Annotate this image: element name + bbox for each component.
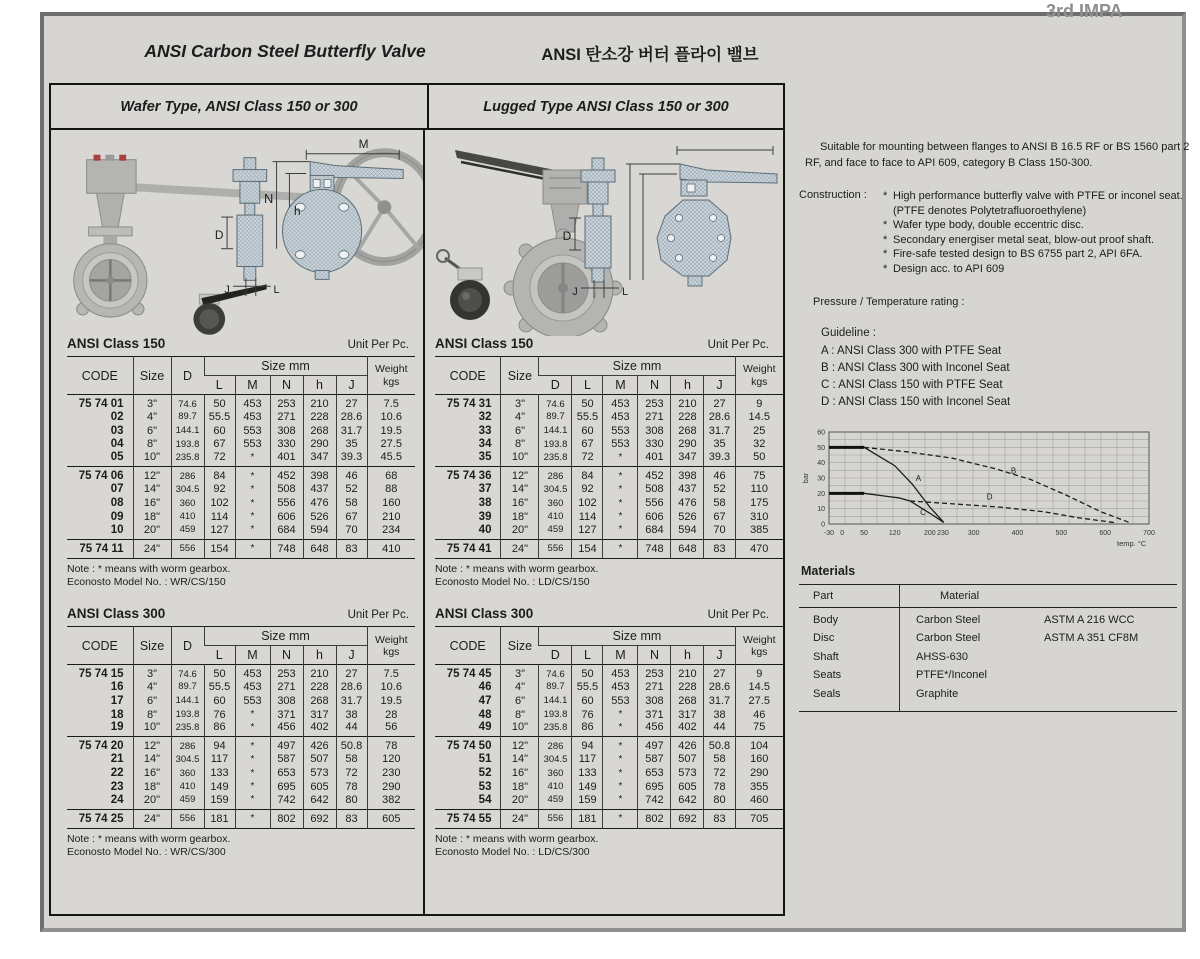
table-row: 19 10" 235.8 86 * 456 402 44 56 [67, 721, 415, 737]
type-header-row [51, 85, 783, 130]
table-row: 08 16" 360 102 * 556 476 58 160 [67, 496, 415, 510]
table-row: 33 6" 144.1 60 553 308 268 31.7 25 [435, 424, 783, 438]
table-row: 35 10" 235.8 72 * 401 347 39.3 50 [435, 451, 783, 467]
table-notes: Note : * means with worm gearbox. Econosto Model No. : WR/CS/150 [67, 562, 231, 589]
table-row: 23 18" 410 149 * 695 605 78 290 [67, 780, 415, 794]
table-row: 22 16" 360 133 * 653 573 72 230 [67, 766, 415, 780]
table-row: 75 74 01 3" 74.6 50 453 253 210 27 7.5 [67, 395, 415, 411]
svg-text:0: 0 [840, 529, 845, 537]
page-title-english: ANSI Carbon Steel Butterfly Valve [144, 41, 426, 61]
impa-edition-label: 3rd IMPA [1046, 1, 1123, 21]
table-row: 75 74 31 3" 74.6 50 453 253 210 27 9 [435, 395, 783, 411]
wafer-class150-table [51, 356, 423, 559]
table-row: 75 74 15 3" 74.6 50 453 253 210 27 7.5 [67, 665, 415, 681]
wafer-drawings [51, 130, 423, 336]
class150-section-head [435, 336, 769, 351]
dimension-table: CODE Size Size mm Weight kgs D L M N h J 75 74 31 3" 74.6 50 453 253 210 27 9 32 4" 89.7 55.5 453 271 228 28.6 14.5 33 6" 144.1 60 553 308 268 31.7 25 34 8" 193.8 67 553 330 290 35 32 35 10" 235.8 72 * 401 347 39.3 50 75 74 36 12" 286 84 * 452 398 46 75 37 14" 304.5 92 * 508 437 52 110 38 16" 360 102 * 556 476 58 175 39 18" 410 114 * 606 526 67 310 40 20" 459 127 * 684 594 70 385 75 74 41 24" 556 154 * 748 648 83 470 [435, 356, 783, 559]
class150-heading: ANSI Class 150 [434, 336, 534, 351]
wafer-side-drawing [233, 158, 267, 281]
guideline-item: B : ANSI Class 300 with Inconel Seat [821, 361, 1010, 374]
small-dark-valve-photo [437, 250, 490, 320]
table-row: 10 20" 459 127 * 684 594 70 234 [67, 524, 415, 540]
svg-text:200: 200 [923, 529, 936, 537]
dim-label-d: D [562, 229, 572, 243]
svg-text:0: 0 [821, 521, 825, 529]
lugged-side-drawing [581, 158, 615, 282]
guideline-list [821, 343, 1191, 412]
table-row: 75 74 55 24" 556 181 * 802 692 83 705 [435, 809, 783, 828]
svg-text:120: 120 [888, 529, 901, 537]
table-row: 51 14" 304.5 117 * 587 507 58 160 [435, 752, 783, 766]
dim-label-j: J [572, 286, 578, 298]
table-row: 75 74 25 24" 556 181 * 802 692 83 605 [67, 809, 415, 828]
part-column-header: Part [813, 589, 834, 602]
construction-item: * High performance butterfly valve with PTFE or inconel seat. (PTFE denotes Polytetrafluoroethylene) [883, 190, 1183, 217]
lugged-column [423, 130, 783, 914]
dimension-table: CODE Size Size mm Weight kgs D L M N h J 75 74 45 3" 74.6 50 453 253 210 27 9 46 4" 89.7 55.5 453 271 228 28.6 14.5 47 6" 144.1 60 553 308 268 31.7 27.5 48 8" 193.8 76 * 371 317 38 46 49 10" 235.8 86 * 456 402 44 75 75 74 50 12" 286 94 * 497 426 50.8 104 51 14" 304.5 117 * 587 507 58 160 52 16" 360 133 * 653 573 72 290 53 18" 410 149 * 695 605 78 355 54 20" 459 159 * 742 642 80 460 75 74 55 24" 556 181 * 802 692 83 705 [435, 626, 783, 829]
table-row: 53 18" 410 149 * 695 605 78 355 [435, 780, 783, 794]
table-row: 75 74 20 12" 286 94 * 497 426 50.8 78 [67, 737, 415, 753]
table-row: 05 10" 235.8 72 * 401 347 39.3 45.5 [67, 451, 415, 467]
unit-per-pc-label: Unit Per Pc. [347, 339, 409, 351]
materials-table [799, 584, 1177, 713]
material-part: Disc [813, 632, 835, 645]
table-row: 75 74 50 12" 286 94 * 497 426 50.8 104 [435, 737, 783, 753]
svg-text:A: A [915, 473, 922, 483]
table-row: 02 4" 89.7 55.5 453 271 228 28.6 10.6 [67, 410, 415, 424]
table-row: 09 18" 410 114 * 606 526 67 210 [67, 510, 415, 524]
dim-label-j: J [224, 284, 230, 297]
table-row: 24 20" 459 159 * 742 642 80 382 [67, 794, 415, 810]
table-row: 34 8" 193.8 67 553 330 290 35 32 [435, 438, 783, 452]
dimension-table: CODE Size D Size mm Weight kgs L M N h J 75 74 15 3" 74.6 50 453 253 210 27 7.5 16 4" 89.7 55.5 453 271 228 28.6 10.6 17 6" 144.1 60 553 308 268 31.7 19.5 18 8" 193.8 76 * 371 317 38 28 19 10" 235.8 86 * 456 402 44 56 75 74 20 12" 286 94 * 497 426 50.8 78 21 14" 304.5 117 * 587 507 58 120 22 16" 360 133 * 653 573 72 230 23 18" 410 149 * 695 605 78 290 24 20" 459 159 * 742 642 80 382 75 74 25 24" 556 181 * 802 692 83 605 [67, 626, 415, 829]
info-panel [799, 140, 1191, 712]
svg-text:40: 40 [817, 459, 825, 467]
dim-label-m: M [358, 136, 369, 151]
construction-item: * Secondary energiser metal seat, blow-out proof shaft. [883, 233, 1155, 246]
table-row: 39 18" 410 114 * 606 526 67 310 [435, 510, 783, 524]
unit-per-pc-label: Unit Per Pc. [707, 339, 769, 351]
material-part: Seals [813, 687, 841, 700]
dim-label-n: N [263, 191, 274, 207]
construction-item: * Design acc. to API 609 [883, 262, 1005, 275]
table-row: 21 14" 304.5 117 * 587 507 58 120 [67, 752, 415, 766]
table-row: 17 6" 144.1 60 553 308 268 31.7 19.5 [67, 694, 415, 708]
class300-section-head [435, 606, 769, 621]
svg-text:600: 600 [1099, 529, 1112, 537]
catalog-box [49, 83, 785, 916]
svg-text:60: 60 [817, 429, 825, 437]
table-row: 75 74 36 12" 286 84 * 452 398 46 75 [435, 467, 783, 483]
svg-text:230: 230 [937, 529, 949, 537]
material-value: Carbon Steel ASTM A 216 WCC [916, 613, 1135, 626]
page-title-korean: ANSI 탄소강 버터 플라이 밸브 [541, 46, 759, 64]
materials-body [799, 608, 1177, 712]
class150-section-head [67, 336, 409, 351]
pt-rating-label: Pressure / Temperature rating : [813, 296, 965, 309]
materials-parts [799, 608, 899, 712]
table-row: 75 74 11 24" 556 154 * 748 648 83 410 [67, 539, 415, 558]
materials-values [899, 608, 1177, 712]
svg-text:30: 30 [817, 475, 825, 483]
material-value: AHSS-630 [916, 650, 968, 663]
table-row: 04 8" 193.8 67 553 330 290 35 27.5 [67, 438, 415, 452]
table-row: 49 10" 235.8 86 * 456 402 44 75 [435, 721, 783, 737]
svg-text:bar: bar [803, 472, 810, 483]
lugged-type-header: Lugged Type ANSI Class 150 or 300 [427, 85, 783, 128]
svg-text:10: 10 [817, 505, 825, 513]
material-column-header: Material [899, 585, 1177, 607]
wafer-class300-table [51, 626, 423, 829]
svg-text:20: 20 [817, 490, 825, 498]
dimension-table: CODE Size D Size mm Weight kgs L M N h J 75 74 01 3" 74.6 50 453 253 210 27 7.5 02 4" 89.7 55.5 453 271 228 28.6 10.6 03 6" 144.1 60 553 308 268 31.7 19.5 04 8" 193.8 67 553 330 290 35 27.5 05 10" 235.8 72 * 401 347 39.3 45.5 75 74 06 12" 286 84 * 452 398 46 68 07 14" 304.5 92 * 508 437 52 88 08 16" 360 102 * 556 476 58 160 09 18" 410 114 * 606 526 67 210 10 20" 459 127 * 684 594 70 234 75 74 11 24" 556 154 * 748 648 83 410 [67, 356, 415, 559]
materials-header [799, 585, 1177, 608]
class300-heading: ANSI Class 300 [67, 606, 166, 622]
lugged-class300-table [425, 626, 783, 829]
construction-list [883, 189, 1191, 276]
lugged-front-drawing [626, 146, 777, 286]
table-row: 75 74 06 12" 286 84 * 452 398 46 68 [67, 467, 415, 483]
class150-heading: ANSI Class 150 [67, 336, 166, 351]
svg-text:50: 50 [860, 529, 868, 537]
intro-text: Suitable for mounting between flanges to ANSI B 16.5 RF or BS 1560 part 2 RF, and face to face to API 609, category B Class 150-300. [805, 141, 1190, 169]
wafer-type-header: Wafer Type, ANSI Class 150 or 300 [120, 98, 358, 115]
table-row: 07 14" 304.5 92 * 508 437 52 88 [67, 482, 415, 496]
unit-per-pc-label: Unit Per Pc. [347, 609, 409, 622]
class300-section-head [67, 606, 409, 621]
table-notes: Note : * means with worm gearbox. Econosto Model No. : LD/CS/300 [434, 832, 599, 859]
svg-text:D: D [986, 492, 993, 502]
dim-label-h: h [294, 204, 301, 219]
lugged-drawings [425, 130, 783, 336]
svg-text:700: 700 [1143, 529, 1155, 537]
material-part: Body [813, 613, 839, 626]
dim-label-d: D [214, 227, 224, 242]
dim-label-l: L [621, 286, 629, 298]
table-row: 46 4" 89.7 55.5 453 271 228 28.6 14.5 [435, 680, 783, 694]
svg-text:C: C [920, 507, 926, 517]
table-row: 75 74 41 24" 556 154 * 748 648 83 470 [435, 539, 783, 558]
unit-per-pc-label: Unit Per Pc. [707, 609, 769, 622]
construction-item: * Wafer type body, double eccentric disc. [883, 219, 1084, 232]
table-row: 52 16" 360 133 * 653 573 72 290 [435, 766, 783, 780]
table-notes: Note : * means with worm gearbox. Econosto Model No. : LD/CS/150 [434, 562, 599, 589]
lugged-class150-table [425, 356, 783, 559]
guideline-title: Guideline : [821, 327, 876, 340]
material-part: Shaft [813, 650, 839, 663]
table-row: 03 6" 144.1 60 553 308 268 31.7 19.5 [67, 424, 415, 438]
construction-block [799, 189, 1191, 276]
table-row: 47 6" 144.1 60 553 308 268 31.7 27.5 [435, 694, 783, 708]
construction-item: * Fire-safe tested design to BS 6755 part 2, API 6FA. [883, 248, 1143, 261]
svg-text:500: 500 [1055, 529, 1068, 537]
table-row: 18 8" 193.8 76 * 371 317 38 28 [67, 708, 415, 722]
class300-heading: ANSI Class 300 [434, 606, 534, 622]
table-row: 38 16" 360 102 * 556 476 58 175 [435, 496, 783, 510]
svg-text:300: 300 [967, 529, 980, 537]
materials-title: Materials [801, 563, 856, 578]
table-row: 75 74 45 3" 74.6 50 453 253 210 27 9 [435, 665, 783, 681]
table-row: 32 4" 89.7 55.5 453 271 228 28.6 14.5 [435, 410, 783, 424]
table-row: 54 20" 459 159 * 742 642 80 460 [435, 794, 783, 810]
svg-text:50: 50 [817, 444, 825, 452]
table-row: 16 4" 89.7 55.5 453 271 228 28.6 10.6 [67, 680, 415, 694]
material-part: Seats [813, 669, 842, 682]
table-notes: Note : * means with worm gearbox. Econosto Model No. : WR/CS/300 [67, 832, 231, 859]
material-value: PTFE*/Inconel [916, 669, 987, 682]
svg-text:temp. °C: temp. °C [1117, 538, 1147, 548]
table-row: 37 14" 304.5 92 * 508 437 52 110 [435, 482, 783, 496]
table-row: 40 20" 459 127 * 684 594 70 385 [435, 524, 783, 540]
material-value: Graphite [916, 687, 959, 700]
table-row: 48 8" 193.8 76 * 371 317 38 46 [435, 708, 783, 722]
svg-text:-30: -30 [823, 529, 835, 537]
svg-text:400: 400 [1011, 529, 1024, 537]
pressure-temperature-chart [799, 424, 1175, 552]
dim-label-l: L [273, 284, 280, 297]
svg-text:B: B [1010, 465, 1017, 475]
guideline-block [821, 325, 1191, 411]
guideline-item: A : ANSI Class 300 with PTFE Seat [821, 344, 1002, 357]
wafer-column [51, 130, 423, 914]
construction-label: Construction : [799, 189, 867, 202]
material-value: Carbon Steel ASTM A 351 CF8M [916, 632, 1139, 645]
guideline-item: C : ANSI Class 150 with PTFE Seat [821, 379, 1003, 392]
guideline-item: D : ANSI Class 150 with Inconel Seat [821, 396, 1011, 409]
